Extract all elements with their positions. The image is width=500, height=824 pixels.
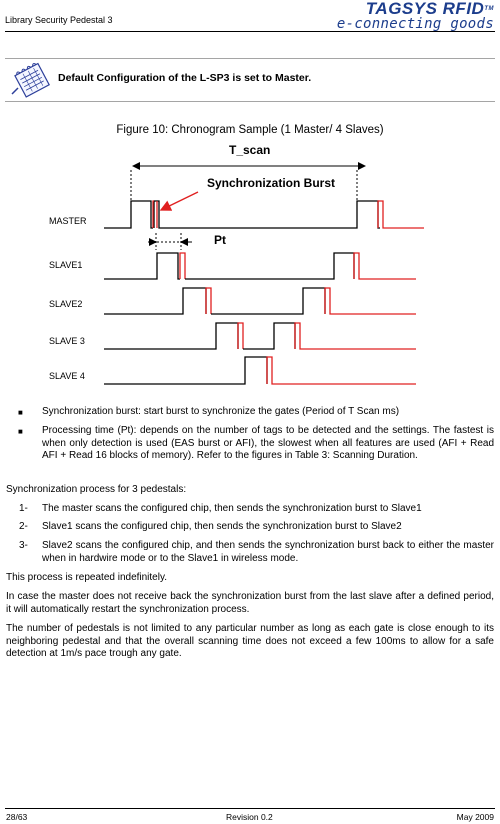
note-text: Default Configuration of the L-SP3 is set to Master. [58, 72, 312, 84]
document-title: Library Security Pedestal 3 [5, 15, 113, 25]
slave1-burst-1 [180, 253, 185, 279]
row-label-slave2: SLAVE2 [49, 299, 83, 309]
paragraph-repeat: This process is repeated indefinitely. [6, 572, 168, 583]
paragraph-timeout: In case the master does not receive back the synchronization burst from the last slave after a defined period, it will automatically restart the synchronization process. [6, 591, 494, 615]
logo-tagline: e-connecting goods [336, 16, 494, 32]
bullet-marker: ■ [18, 408, 23, 417]
slave1-burst-2 [354, 253, 416, 279]
pt-label: Pt [214, 233, 226, 247]
master-burst-3 [378, 201, 424, 228]
slave4-burst [267, 357, 416, 384]
slave2-signal-2 [211, 288, 325, 314]
slave4-signal [104, 357, 267, 384]
step-text: Slave2 scans the configured chip, and then sends the synchronization burst back to either the master when in hardwire mode or to the Slave1 in wireless mode. [42, 540, 494, 564]
slave3-signal-2 [243, 323, 295, 349]
step-number: 3- [19, 540, 28, 551]
paragraph-pedestal-count: The number of pedestals is not limited to any particular number as long as each gate is close enough to its neighboring pedestal and that the overall scanning time does not exceed a few 100ms to allow for a safe detection at 1m/s pace trough any gate. [6, 623, 494, 659]
logo-text: TAGSYS RFID [365, 0, 485, 18]
slave3-burst-1 [238, 323, 243, 349]
step-text: The master scans the configured chip, then sends the synchronization burst to Slave1 [42, 503, 422, 514]
bullet-processing-time: Processing time (Pt): depends on the number of tags to be detected and the settings. The fastest is when only detection is used (EAS burst or AFI), the slowest when all features are used (AFI + Read AFI + Read 16 blocks of memory). Refer to the figures in Table 3: Scanning Duration. [42, 425, 494, 461]
slave3-signal [104, 323, 238, 349]
bullet-marker: ■ [18, 427, 23, 436]
footer-revision: Revision 0.2 [226, 812, 273, 822]
sync-burst-label: Synchronization Burst [207, 176, 336, 190]
row-label-master: MASTER [49, 216, 87, 226]
step-number: 2- [19, 521, 28, 532]
step-number: 1- [19, 503, 28, 514]
slave2-signal [104, 288, 206, 314]
footer-rule [5, 808, 495, 809]
tscan-label: T_scan [229, 143, 271, 157]
row-label-slave1: SLAVE1 [49, 260, 83, 270]
slave2-burst-2 [325, 288, 416, 314]
figure-caption: Figure 10: Chronogram Sample (1 Master/ 4 Slaves) [116, 124, 384, 136]
slave1-signal-2 [185, 253, 354, 279]
footer-page: 28/63 [6, 812, 28, 822]
chronogram-diagram [0, 0, 500, 400]
bullet-sync-burst: Synchronization burst: start burst to synchronize the gates (Period of T Scan ms) [42, 406, 400, 417]
row-label-slave4: SLAVE 4 [49, 371, 85, 381]
slave3-burst-2 [295, 323, 416, 349]
logo-trademark: TM [484, 6, 494, 12]
sync-burst-pointer [161, 192, 198, 210]
slave1-signal [104, 253, 180, 279]
footer-date: May 2009 [456, 812, 494, 822]
master-signal-2 [154, 201, 380, 228]
master-signal [104, 201, 153, 228]
row-label-slave3: SLAVE 3 [49, 336, 85, 346]
step-text: Slave1 scans the configured chip, then sends the synchronization burst to Slave2 [42, 521, 402, 532]
process-intro: Synchronization process for 3 pedestals: [6, 484, 187, 495]
slave2-burst-1 [206, 288, 211, 314]
